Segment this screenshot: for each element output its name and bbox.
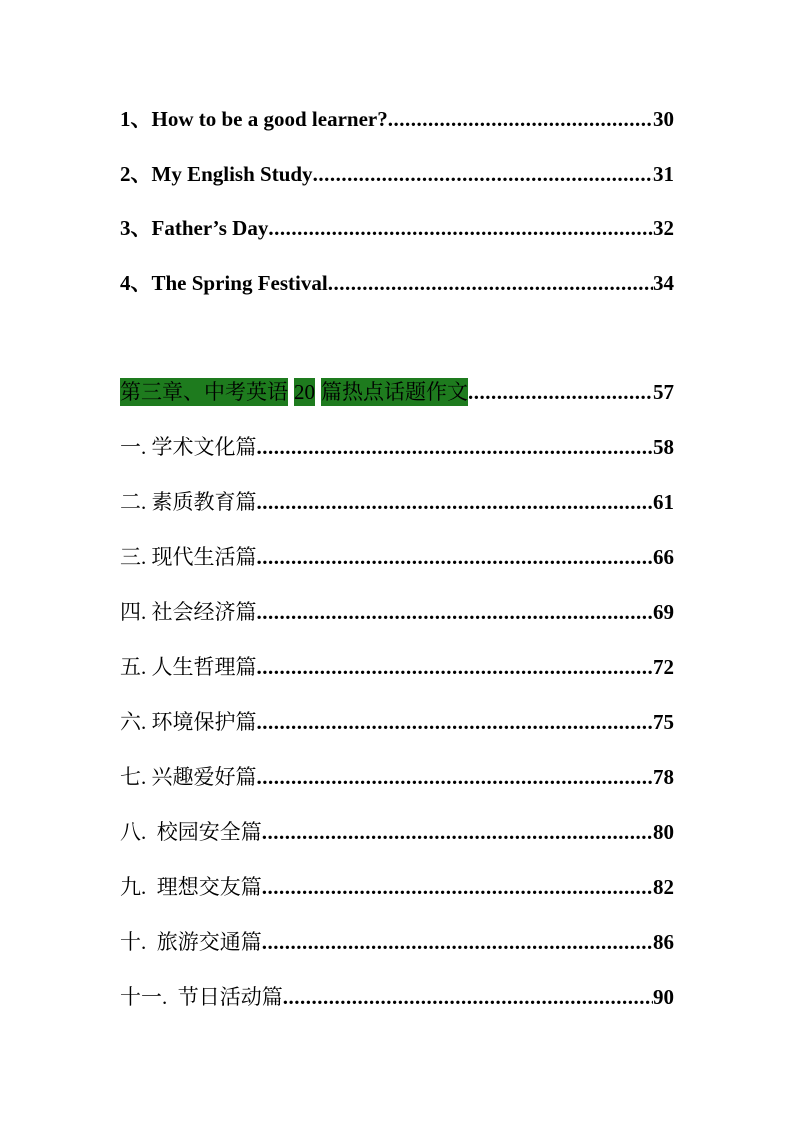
- toc-page-number: 78: [653, 765, 674, 789]
- toc-entry[interactable]: [120, 213, 674, 243]
- toc-entry[interactable]: [120, 487, 674, 517]
- dot-leader: [388, 104, 653, 134]
- dot-leader: [262, 872, 653, 902]
- toc-entry[interactable]: [120, 927, 674, 957]
- dot-leader: [257, 707, 654, 737]
- toc-page-number: 90: [653, 985, 674, 1009]
- toc-page-number: 69: [653, 600, 674, 624]
- dot-leader: [268, 213, 653, 243]
- toc-page-number: 75: [653, 710, 674, 734]
- toc-entry-title: 八. 校园安全篇: [120, 820, 262, 844]
- toc-entry[interactable]: [120, 432, 674, 462]
- toc-chapter-entry[interactable]: [120, 377, 674, 407]
- toc-entry-title: 六. 环境保护篇: [120, 710, 257, 734]
- toc-entry[interactable]: [120, 982, 674, 1012]
- dot-leader: [257, 762, 654, 792]
- dot-leader: [262, 927, 653, 957]
- toc-entry-title: 五. 人生哲理篇: [120, 655, 257, 679]
- dot-leader: [257, 487, 654, 517]
- toc-entry[interactable]: [120, 542, 674, 572]
- toc-entry-title: 九. 理想交友篇: [120, 875, 262, 899]
- toc-entry[interactable]: [120, 707, 674, 737]
- toc-page-number: 57: [653, 380, 674, 404]
- toc-page-number: 30: [653, 107, 674, 131]
- toc-entry-title: 3、Father’s Day: [120, 216, 269, 240]
- dot-leader: [313, 159, 653, 189]
- toc-entry-title: 4、The Spring Festival: [120, 271, 328, 295]
- toc-page-number: 61: [653, 490, 674, 514]
- toc-page-number: 72: [653, 655, 674, 679]
- toc-entry-title: 三. 现代生活篇: [120, 545, 257, 569]
- dot-leader: [468, 377, 653, 407]
- toc-page-number: 58: [653, 435, 674, 459]
- dot-leader: [283, 982, 653, 1012]
- dot-leader: [257, 432, 654, 462]
- toc-entry-title: 一. 学术文化篇: [120, 435, 257, 459]
- toc-page-number: 32: [653, 216, 674, 240]
- dot-leader: [257, 652, 654, 682]
- toc-entry[interactable]: [120, 159, 674, 189]
- toc-entry-title: 1、How to be a good learner?: [120, 107, 388, 131]
- toc-entry[interactable]: [120, 597, 674, 627]
- toc-entry[interactable]: [120, 652, 674, 682]
- chapter-title-part: 第三章、中考英语: [120, 380, 288, 404]
- toc-entry-title: 二. 素质教育篇: [120, 490, 257, 514]
- toc-entry-title: 十. 旅游交通篇: [120, 930, 262, 954]
- toc-entry-title: 四. 社会经济篇: [120, 600, 257, 624]
- chapter-title: [120, 377, 468, 407]
- toc-entry-title: 七. 兴趣爱好篇: [120, 765, 257, 789]
- dot-leader: [328, 268, 653, 298]
- dot-leader: [257, 542, 654, 572]
- toc-entry[interactable]: [120, 817, 674, 847]
- toc-entry[interactable]: [120, 872, 674, 902]
- toc-page-number: 82: [653, 875, 674, 899]
- toc-entry[interactable]: [120, 268, 674, 298]
- toc-page-number: 80: [653, 820, 674, 844]
- toc-entry-title: 2、My English Study: [120, 162, 313, 186]
- dot-leader: [257, 597, 654, 627]
- toc-entry-title: 十一. 节日活动篇: [120, 985, 283, 1009]
- dot-leader: [262, 817, 653, 847]
- toc-page-number: 66: [653, 545, 674, 569]
- toc-entry[interactable]: [120, 104, 674, 134]
- toc-entry[interactable]: [120, 762, 674, 792]
- toc-page-number: 86: [653, 930, 674, 954]
- chapter-title-part: 篇热点话题作文: [321, 380, 468, 404]
- toc-page-number: 31: [653, 162, 674, 186]
- toc-page-number: 34: [653, 271, 674, 295]
- chapter-title-number: 20: [294, 380, 315, 404]
